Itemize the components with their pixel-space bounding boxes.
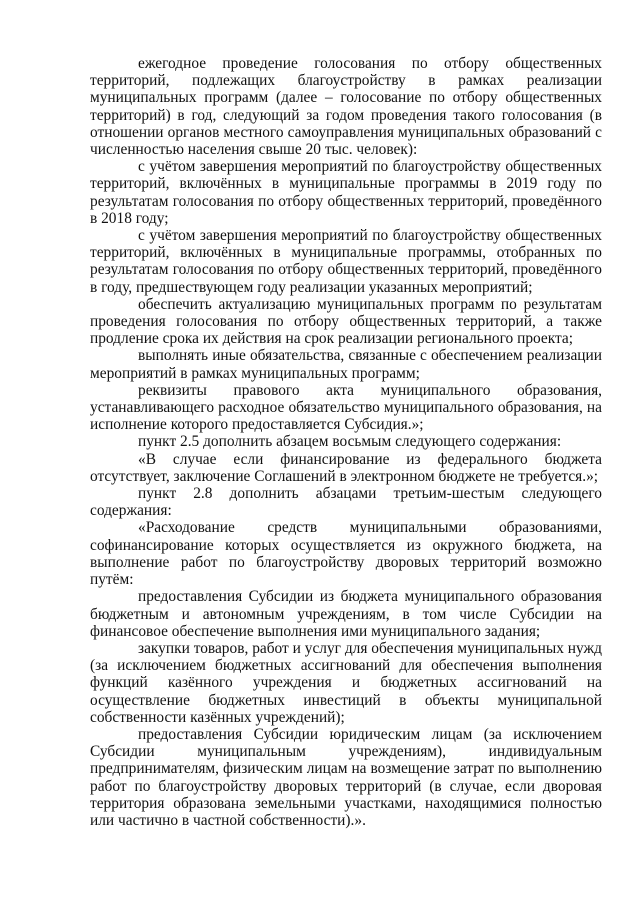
paragraph: с учётом завершения мероприятий по благоустройству общественных территорий, включённых в муниципальные программы в 2019 году по результатам голосования по отбору общественных территорий, проведённого в 2018 году;: [90, 158, 602, 227]
paragraph: ежегодное проведение голосования по отбору общественных территорий, подлежащих благоустройству в рамках реализации муниципальных программ (далее – голосование по отбору общественных территорий) в год, следующий за годом проведения такого голосования (в отношении органов местного самоуправления муниципальных образований с численностью населения свыше 20 тыс. человек):: [90, 55, 602, 159]
paragraph: выполнять иные обязательства, связанные с обеспечением реализации мероприятий в рамках муниципальных программ;: [90, 347, 602, 382]
paragraph: обеспечить актуализацию муниципальных программ по результатам проведения голосования по отбору общественных территорий, а также продление срока их действия на срок реализации регионального проекта;: [90, 295, 602, 348]
document-body: [90, 55, 602, 829]
paragraph: «Расходование средств муниципальными образованиями, софинансирование которых осуществляется из окружного бюджета, на выполнение работ по благоустройству дворовых территорий возможно путём:: [90, 519, 602, 589]
paragraph: пункт 2.5 дополнить абзацем восьмым следующего содержания:: [138, 433, 562, 451]
paragraph: реквизиты правового акта муниципального образования, устанавливающего расходное обязательство муниципального образования, на исполнение которого предоставляется Субсидия.»;: [90, 381, 602, 434]
paragraph: предоставления Субсидии юридическим лицам (за исключением Субсидии муниципальным учреждениям), индивидуальным предпринимателям, физическим лицам на возмещение затрат по выполнению работ по благоустройству дворовых территорий (в случае, если дворовая территория образована земельными участками, находящимися полностью или частично в частной собственности).».: [90, 725, 602, 829]
paragraph: предоставления Субсидии из бюджета муниципального образования бюджетным и автономным учреждениям, в том числе Субсидии на финансовое обеспечение выполнения ими муниципального задания;: [90, 588, 602, 640]
paragraph: закупки товаров, работ и услуг для обеспечения муниципальных нужд (за исключением бюджетных ассигнований для обеспечения выполнения функций казённого учреждения и бюджетных ассигнований на осуществление бюджетных инвестиций в объекты муниципальной собственности казённых учреждений);: [90, 639, 602, 726]
paragraph: «В случае если финансирование из федерального бюджета отсутствует, заключение Соглашений в электронном бюджете не требуется.»;: [90, 450, 602, 485]
paragraph: с учётом завершения мероприятий по благоустройству общественных территорий, включённых в муниципальные программы, отобранных по результатам голосования по отбору общественных территорий, проведённого в году, предшествующем году реализации указанных мероприятий;: [90, 227, 602, 296]
paragraph: пункт 2.8 дополнить абзацами третьим-шестым следующего содержания:: [90, 485, 602, 520]
